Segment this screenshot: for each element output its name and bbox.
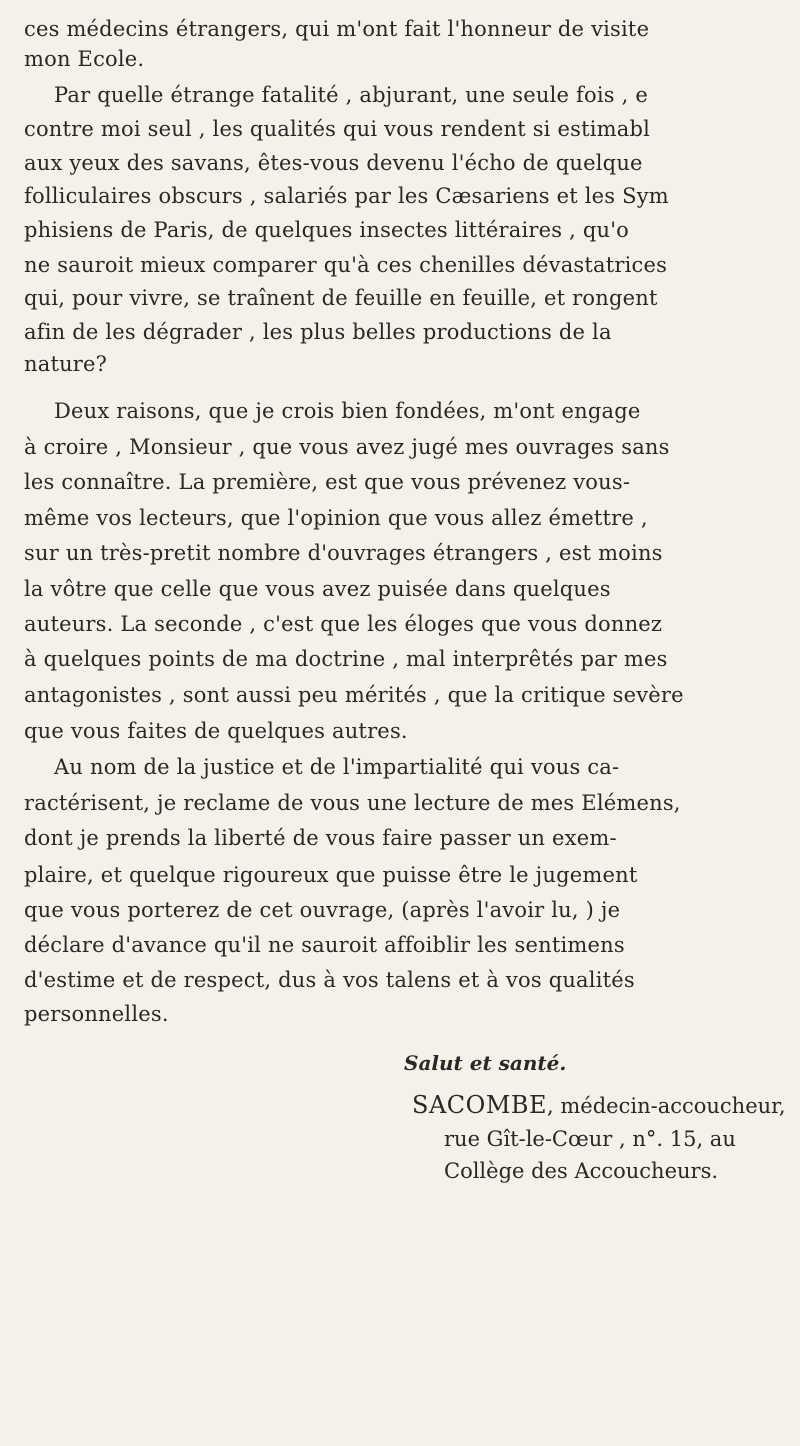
text-line: la vôtre que celle que vous avez puisée dans quelques bbox=[24, 577, 611, 601]
text-line: sur un très-pretit nombre d'ouvrages étrangers , est moins bbox=[24, 541, 663, 565]
text-line: les connaître. La première, est que vous prévenez vous- bbox=[24, 470, 631, 494]
text-line: aux yeux des savans, êtes-vous devenu l'écho de quelque bbox=[24, 151, 643, 175]
salutation: Salut et santé. bbox=[404, 1051, 567, 1075]
text-line: d'estime et de respect, dus à vos talens et à vos qualités bbox=[24, 968, 635, 992]
text-line: que vous faites de quelques autres. bbox=[24, 719, 408, 743]
text-line: à croire , Monsieur , que vous avez jugé mes ouvrages sans bbox=[24, 435, 670, 459]
text-line: contre moi seul , les qualités qui vous rendent si estimabl bbox=[24, 117, 651, 141]
text-line: déclare d'avance qu'il ne sauroit affoiblir les sentimens bbox=[24, 933, 625, 957]
text-line: afin de les dégrader , les plus belles productions de la bbox=[24, 320, 612, 344]
text-line: ne sauroit mieux comparer qu'à ces chenilles dévastatrices bbox=[24, 253, 668, 277]
signature-title: , médecin-accoucheur, bbox=[547, 1094, 786, 1118]
text-line: que vous porterez de cet ouvrage, (après l'avoir lu, ) je bbox=[24, 898, 621, 922]
text-line: même vos lecteurs, que l'opinion que vous allez émettre , bbox=[24, 506, 648, 530]
text-line: antagonistes , sont aussi peu mérités , que la critique sevère bbox=[24, 683, 684, 707]
signature-address: rue Gît-le-Cœur , n°. 15, au bbox=[444, 1127, 736, 1151]
text-line: qui, pour vivre, se traînent de feuille en feuille, et rongent bbox=[24, 286, 658, 310]
text-line: Au nom de la justice et de l'impartialité qui vous ca- bbox=[54, 755, 620, 779]
text-line: auteurs. La seconde , c'est que les éloges que vous donnez bbox=[24, 612, 663, 636]
signature-college: Collège des Accoucheurs. bbox=[444, 1159, 719, 1183]
signature-name: SACOMBE bbox=[412, 1091, 548, 1119]
text-line: plaire, et quelque rigoureux que puisse être le jugement bbox=[24, 863, 638, 887]
text-line: Deux raisons, que je crois bien fondées, m'ont engage bbox=[54, 399, 641, 423]
text-line: dont je prends la liberté de vous faire passer un exem- bbox=[24, 826, 617, 850]
text-line: ractérisent, je reclame de vous une lecture de mes Elémens, bbox=[24, 791, 681, 815]
text-line: nature? bbox=[24, 352, 108, 376]
text-line: phisiens de Paris, de quelques insectes littéraires , qu'o bbox=[24, 218, 630, 242]
text-line: Par quelle étrange fatalité , abjurant, une seule fois , e bbox=[54, 83, 648, 107]
text-line: ces médecins étrangers, qui m'ont fait l'honneur de visite bbox=[24, 17, 650, 41]
signature-line bbox=[412, 1090, 786, 1121]
text-line: à quelques points de ma doctrine , mal interprêtés par mes bbox=[24, 647, 668, 671]
text-line: personnelles. bbox=[24, 1002, 169, 1026]
text-line: mon Ecole. bbox=[24, 47, 145, 71]
text-line: folliculaires obscurs , salariés par les Cæsariens et les Sym bbox=[24, 184, 669, 208]
